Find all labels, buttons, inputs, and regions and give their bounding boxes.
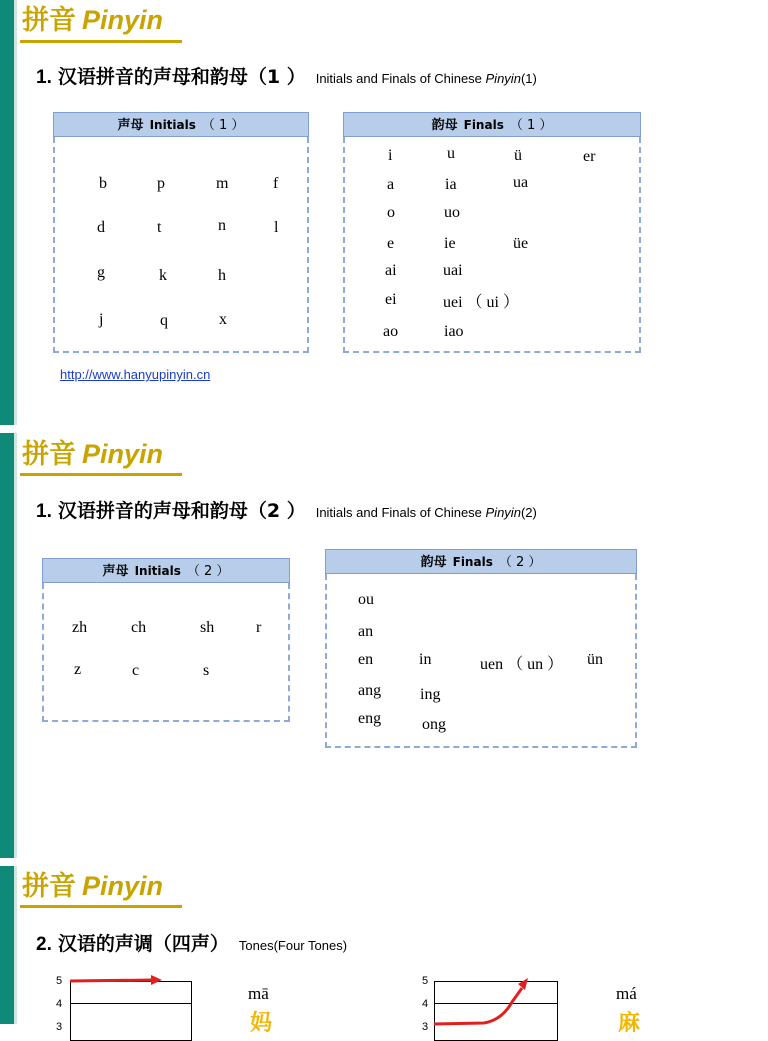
final: in <box>419 651 432 668</box>
finals-header: 韵母 Finals （ 2 ） <box>325 549 637 574</box>
initials-box <box>53 137 309 353</box>
initial: m <box>216 175 229 192</box>
initial: b <box>99 175 107 192</box>
slide-accent-bar <box>0 0 14 425</box>
title-underline <box>20 473 182 476</box>
final: ie <box>444 235 456 252</box>
title-chinese: 拼音 <box>22 871 76 901</box>
final: e <box>387 235 395 252</box>
tone-axis-label: 4 <box>56 998 63 1010</box>
heading-english: Tones(Four Tones) <box>238 938 348 953</box>
final: üe <box>513 235 529 252</box>
final: iao <box>444 323 464 340</box>
initial: d <box>97 219 105 236</box>
initial: r <box>256 619 262 636</box>
initial: s <box>203 662 210 679</box>
initials-header: 声母 Initials （ 2 ） <box>42 558 290 583</box>
final: ang <box>358 682 382 699</box>
final: ong <box>422 716 446 733</box>
tone-line-2 <box>434 988 522 1024</box>
title-pinyin: Pinyin <box>82 5 164 35</box>
final: uo <box>444 204 460 221</box>
initial: ch <box>131 619 147 636</box>
initials-header: 声母 Initials （ 1 ） <box>53 112 309 137</box>
initial: q <box>160 312 168 329</box>
slide-1 <box>0 0 768 425</box>
initial: f <box>273 175 279 192</box>
initial: j <box>99 311 104 328</box>
slide-title <box>22 4 163 36</box>
title-pinyin: Pinyin <box>82 439 164 469</box>
title-chinese: 拼音 <box>22 439 76 469</box>
finals-header: 韵母 Finals （ 1 ） <box>343 112 641 137</box>
heading-chinese: 汉语拼音的声母和韵母（1 ） <box>57 66 306 88</box>
initial: t <box>157 219 162 236</box>
initial: k <box>159 267 167 284</box>
initial: sh <box>200 619 215 636</box>
title-pinyin: Pinyin <box>82 871 164 901</box>
heading-english: Initials and Finals of Chinese Pinyin(1) <box>315 71 537 86</box>
initial: zh <box>72 619 88 636</box>
slide-accent-bar <box>0 866 14 1024</box>
tone-contour-2 <box>416 972 576 1024</box>
title-underline <box>20 40 182 43</box>
final: ing <box>420 686 441 703</box>
slide-title <box>22 438 163 470</box>
initial: p <box>157 175 165 192</box>
final: a <box>387 176 395 193</box>
heading-number: 2. <box>36 934 52 955</box>
final: ün <box>587 651 603 668</box>
initial: z <box>74 661 82 678</box>
section-heading <box>36 62 537 89</box>
initials-panel <box>53 112 309 353</box>
final: ua <box>513 174 529 191</box>
final: uen （ un ） <box>480 656 564 673</box>
tone-chart-1 <box>50 972 210 1033</box>
initial: c <box>132 662 140 679</box>
final: o <box>387 204 395 221</box>
tone-character: 麻 <box>618 1011 641 1036</box>
section-heading <box>36 496 537 523</box>
final: ia <box>445 176 457 193</box>
source-link[interactable]: http://www.hanyupinyin.cn <box>60 367 211 382</box>
initial: g <box>97 264 105 281</box>
final: ü <box>514 147 522 164</box>
finals-panel <box>325 549 637 748</box>
final: eng <box>358 710 382 727</box>
initials-panel <box>42 558 290 722</box>
heading-number: 1. <box>36 67 52 88</box>
initial: h <box>218 267 226 284</box>
final: ao <box>383 323 399 340</box>
initial: n <box>218 217 226 234</box>
title-chinese: 拼音 <box>22 5 76 35</box>
slide-accent-bar <box>0 433 14 858</box>
tone-axis-label: 5 <box>422 975 429 987</box>
final: ai <box>385 262 397 279</box>
tone-arrow-head-1 <box>151 975 162 985</box>
final: er <box>583 148 596 165</box>
slide-2 <box>0 433 768 858</box>
slide-3 <box>0 866 768 1036</box>
finals-panel <box>343 112 641 353</box>
final: i <box>388 147 393 164</box>
final: an <box>358 623 374 640</box>
tone-arrow-head-2 <box>518 978 528 990</box>
heading-chinese: 汉语的声调（四声） <box>57 933 229 955</box>
initial: x <box>219 311 227 328</box>
tone-axis-label: 3 <box>56 1021 63 1033</box>
final: uei （ ui ） <box>443 294 519 311</box>
heading-number: 1. <box>36 501 52 522</box>
heading-english: Initials and Finals of Chinese Pinyin(2) <box>315 505 537 520</box>
slide-title <box>22 870 163 902</box>
tone-character: 妈 <box>250 1011 273 1036</box>
tone-line-1 <box>70 980 154 981</box>
tone-syllable: má <box>616 984 637 1003</box>
tone-chart-2 <box>416 972 576 1033</box>
initial: l <box>274 219 279 236</box>
tone-axis-label: 5 <box>56 975 63 987</box>
section-heading <box>36 929 347 956</box>
tone-axis-label: 4 <box>422 998 429 1010</box>
final: en <box>358 651 374 668</box>
tone-syllable: mā <box>248 984 269 1003</box>
final: uai <box>443 262 463 279</box>
final: u <box>447 145 455 162</box>
title-underline <box>20 905 182 908</box>
final: ou <box>358 591 374 608</box>
tone-axis-label: 3 <box>422 1021 429 1033</box>
heading-chinese: 汉语拼音的声母和韵母（2 ） <box>57 500 306 522</box>
initials-box <box>42 583 290 722</box>
tone-contour-1 <box>50 972 210 1024</box>
final: ei <box>385 291 397 308</box>
